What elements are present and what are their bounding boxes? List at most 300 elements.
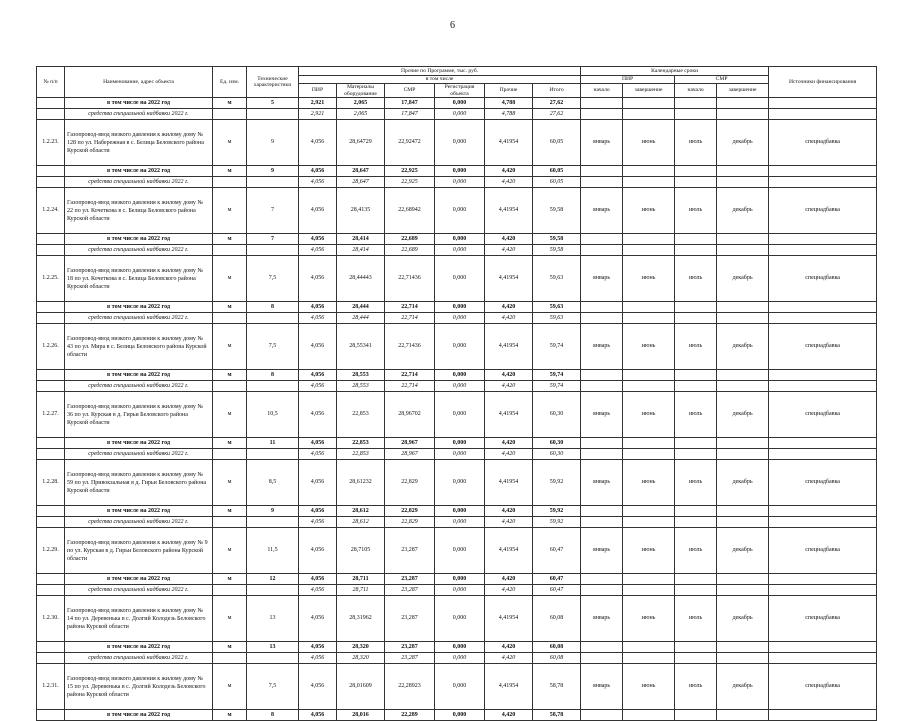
pir-cell: 4,056 [299,528,337,574]
table-row-item [37,324,877,370]
smr-end-cell: декабрь [717,256,769,302]
row-number [37,234,65,245]
smr-start-cell [675,642,717,653]
smr-end-cell [717,381,769,392]
total-cell: 59,63 [533,313,581,324]
unit-cell [213,109,247,120]
table-row-year [37,506,877,517]
materials-cell: 28,320 [337,642,385,653]
other-cell: 4,420 [485,574,533,585]
smr-cell: 23,287 [385,585,435,596]
row-number [37,506,65,517]
smr-end-cell [717,313,769,324]
registration-cell: 0,000 [435,109,485,120]
smr-end-cell [717,574,769,585]
pir-cell: 2,921 [299,109,337,120]
smr-cell: 17,847 [385,98,435,109]
materials-cell: 28,016 [337,710,385,721]
object-name: средства специальной надбавки 2022 г. [65,177,213,188]
header-cal-smr: СМР [675,76,769,84]
pir-start-cell [581,313,623,324]
row-number [37,517,65,528]
other-cell: 4,41954 [485,664,533,710]
smr-end-cell [717,710,769,721]
source-cell [769,449,877,460]
source-cell [769,166,877,177]
object-name: средства специальной надбавки 2022 г. [65,381,213,392]
other-cell: 4,420 [485,449,533,460]
pir-start-cell [581,642,623,653]
unit-cell [213,245,247,256]
smr-end-cell [717,109,769,120]
pir-end-cell [623,642,675,653]
table-row-year [37,302,877,313]
other-cell: 4,420 [485,313,533,324]
smr-start-cell: июль [675,188,717,234]
row-number [37,109,65,120]
tech-cell [247,109,299,120]
pir-start-cell [581,98,623,109]
tech-cell: 7,5 [247,664,299,710]
total-cell: 60,05 [533,120,581,166]
pir-start-cell [581,370,623,381]
source-cell [769,438,877,449]
unit-cell: м [213,98,247,109]
other-cell: 4,420 [485,585,533,596]
smr-end-cell [717,245,769,256]
pir-cell: 4,056 [299,245,337,256]
table-row-fund [37,517,877,528]
smr-start-cell [675,98,717,109]
row-number: 1.2.30. [37,596,65,642]
smr-end-cell: декабрь [717,528,769,574]
unit-cell: м [213,256,247,302]
smr-cell: 23,287 [385,653,435,664]
registration-cell: 0,000 [435,177,485,188]
smr-cell: 22,829 [385,506,435,517]
pir-cell: 4,056 [299,449,337,460]
pir-start-cell: январь [581,188,623,234]
source-cell [769,302,877,313]
smr-cell: 28,967 [385,449,435,460]
total-cell: 60,05 [533,177,581,188]
pir-start-cell [581,653,623,664]
smr-cell: 22,28923 [385,664,435,710]
row-number: 1.2.31. [37,664,65,710]
registration-cell: 0,000 [435,392,485,438]
object-name: в том числе на 2022 год [65,506,213,517]
pir-end-cell [623,245,675,256]
row-number [37,449,65,460]
table-row-fund [37,109,877,120]
materials-cell: 28,44443 [337,256,385,302]
pir-start-cell: январь [581,256,623,302]
header-num: № п/п [37,67,65,98]
other-cell: 4,41954 [485,256,533,302]
unit-cell [213,585,247,596]
smr-start-cell: июль [675,392,717,438]
row-number [37,313,65,324]
materials-cell: 28,55341 [337,324,385,370]
smr-start-cell [675,449,717,460]
other-cell: 4,420 [485,381,533,392]
smr-end-cell [717,653,769,664]
row-number [37,370,65,381]
program-table [36,66,877,721]
tech-cell: 8 [247,370,299,381]
materials-cell: 22,853 [337,449,385,460]
source-cell [769,109,877,120]
other-cell: 4,420 [485,245,533,256]
total-cell: 60,47 [533,574,581,585]
total-cell: 60,30 [533,449,581,460]
header-smr: СМР [385,84,435,98]
tech-cell [247,245,299,256]
materials-cell: 28,414 [337,234,385,245]
pir-start-cell: январь [581,120,623,166]
source-cell: спецнадбавка [769,596,877,642]
registration-cell: 0,000 [435,460,485,506]
registration-cell: 0,000 [435,438,485,449]
object-name: средства специальной надбавки 2022 г. [65,449,213,460]
row-number [37,381,65,392]
materials-cell: 22,853 [337,392,385,438]
materials-cell: 28,711 [337,574,385,585]
smr-cell: 22,829 [385,517,435,528]
header-sources: Источники финансирования [769,67,877,98]
source-cell: спецнадбавка [769,256,877,302]
page-number: 6 [450,20,455,31]
total-cell: 60,30 [533,392,581,438]
row-number: 1.2.29. [37,528,65,574]
pir-end-cell [623,109,675,120]
tech-cell: 9 [247,166,299,177]
tech-cell [247,381,299,392]
table-body [37,98,877,721]
document-sheet [36,66,876,721]
tech-cell [247,177,299,188]
other-cell: 4,420 [485,653,533,664]
materials-cell: 2,065 [337,98,385,109]
object-name: в том числе на 2022 год [65,642,213,653]
pir-cell: 4,056 [299,166,337,177]
pir-cell: 4,056 [299,324,337,370]
row-number [37,642,65,653]
other-cell: 4,41954 [485,460,533,506]
unit-cell: м [213,528,247,574]
source-cell: спецнадбавка [769,120,877,166]
table-row-item [37,188,877,234]
object-name: в том числе на 2022 год [65,574,213,585]
row-number [37,438,65,449]
unit-cell: м [213,370,247,381]
table-row-item [37,120,877,166]
row-number: 1.2.27. [37,392,65,438]
smr-end-cell [717,449,769,460]
smr-start-cell: июль [675,596,717,642]
source-cell [769,245,877,256]
unit-cell: м [213,642,247,653]
row-number [37,166,65,177]
registration-cell: 0,000 [435,313,485,324]
smr-cell: 22,71436 [385,256,435,302]
tech-cell: 10,5 [247,392,299,438]
materials-cell: 28,61232 [337,460,385,506]
smr-start-cell [675,313,717,324]
object-name: в том числе на 2022 год [65,98,213,109]
pir-cell: 2,921 [299,98,337,109]
pir-end-cell [623,653,675,664]
smr-cell: 22,714 [385,370,435,381]
smr-start-cell [675,177,717,188]
materials-cell: 22,853 [337,438,385,449]
total-cell: 59,92 [533,460,581,506]
unit-cell [213,517,247,528]
pir-cell: 4,056 [299,574,337,585]
row-number: 1.2.26. [37,324,65,370]
smr-start-cell [675,517,717,528]
smr-cell: 22,689 [385,234,435,245]
pir-end-cell [623,177,675,188]
object-name: Газопровод-ввод низкого давления к жилому дому № 15 по ул. Деревенька в с. Долгий Колодезь Беловского района Курской области [65,664,213,710]
pir-start-cell [581,177,623,188]
total-cell: 59,74 [533,370,581,381]
smr-cell: 22,68942 [385,188,435,234]
smr-cell: 23,287 [385,574,435,585]
smr-cell: 22,829 [385,460,435,506]
pir-cell: 4,056 [299,381,337,392]
registration-cell: 0,000 [435,449,485,460]
smr-end-cell [717,302,769,313]
header-total: Итого [533,84,581,98]
object-name: в том числе на 2022 год [65,710,213,721]
unit-cell: м [213,460,247,506]
smr-end-cell [717,177,769,188]
pir-cell: 4,056 [299,177,337,188]
smr-end-cell: декабрь [717,324,769,370]
pir-start-cell: январь [581,528,623,574]
unit-cell: м [213,506,247,517]
smr-start-cell: июль [675,256,717,302]
smr-cell: 23,287 [385,528,435,574]
total-cell: 60,47 [533,528,581,574]
other-cell: 4,41954 [485,324,533,370]
other-cell: 4,420 [485,506,533,517]
header-smr-end: завершение [717,84,769,98]
other-cell: 4,420 [485,517,533,528]
table-row-year [37,166,877,177]
pir-cell: 4,056 [299,234,337,245]
pir-start-cell [581,245,623,256]
materials-cell: 2,065 [337,109,385,120]
unit-cell: м [213,188,247,234]
smr-start-cell [675,370,717,381]
smr-end-cell [717,370,769,381]
source-cell [769,98,877,109]
smr-cell: 22,925 [385,166,435,177]
unit-cell: м [213,438,247,449]
source-cell: спецнадбавка [769,528,877,574]
pir-cell: 4,056 [299,256,337,302]
registration-cell: 0,000 [435,574,485,585]
unit-cell: м [213,664,247,710]
object-name: Газопровод-ввод низкого давления к жилому дому № 9 по ул. Курская в д. Гирьи Беловского района Курской области [65,528,213,574]
table-row-year [37,234,877,245]
materials-cell: 28,612 [337,517,385,528]
row-number [37,177,65,188]
tech-cell: 5 [247,98,299,109]
pir-end-cell: июнь [623,120,675,166]
total-cell: 59,58 [533,188,581,234]
header-materials: Материалы оборудование [337,84,385,98]
row-number [37,710,65,721]
smr-start-cell [675,506,717,517]
materials-cell: 28,31962 [337,596,385,642]
pir-end-cell: июнь [623,528,675,574]
total-cell: 60,47 [533,585,581,596]
total-cell: 59,58 [533,245,581,256]
total-cell: 60,05 [533,166,581,177]
pir-cell: 4,056 [299,460,337,506]
other-cell: 4,420 [485,370,533,381]
table-row-item [37,664,877,710]
header-cost-group: Прочие по Программе, тыс. руб. [299,67,581,76]
total-cell: 58,78 [533,710,581,721]
tech-cell: 13 [247,642,299,653]
registration-cell: 0,000 [435,642,485,653]
pir-end-cell: июнь [623,392,675,438]
table-row-year [37,370,877,381]
pir-end-cell [623,449,675,460]
other-cell: 4,788 [485,109,533,120]
materials-cell: 28,7105 [337,528,385,574]
smr-start-cell [675,166,717,177]
registration-cell: 0,000 [435,188,485,234]
object-name: Газопровод-ввод низкого давления к жилому дому № 128 по ул. Набережная в с. Белица Беловского района Курской области [65,120,213,166]
other-cell: 4,788 [485,98,533,109]
header-registration: Регистрация объекта [435,84,485,98]
header-including: в том числе [299,76,581,84]
smr-end-cell: декабрь [717,460,769,506]
materials-cell: 28,647 [337,166,385,177]
table-row-year [37,574,877,585]
registration-cell: 0,000 [435,653,485,664]
pir-cell: 4,056 [299,506,337,517]
pir-start-cell [581,517,623,528]
other-cell: 4,420 [485,438,533,449]
registration-cell: 0,000 [435,710,485,721]
table-row-fund [37,653,877,664]
smr-end-cell [717,506,769,517]
smr-cell: 22,92472 [385,120,435,166]
object-name: Газопровод-ввод низкого давления к жилому дому № 59 по ул. Привокзальная в д. Гирьи Беловского района Курской области [65,460,213,506]
total-cell: 59,92 [533,506,581,517]
pir-cell: 4,056 [299,710,337,721]
object-name: средства специальной надбавки 2022 г. [65,517,213,528]
total-cell: 60,08 [533,642,581,653]
total-cell: 59,63 [533,302,581,313]
table-row-fund [37,585,877,596]
pir-cell: 4,056 [299,596,337,642]
pir-start-cell [581,109,623,120]
smr-cell: 22,714 [385,381,435,392]
row-number: 1.2.23. [37,120,65,166]
unit-cell [213,381,247,392]
pir-cell: 4,056 [299,517,337,528]
total-cell: 27,62 [533,98,581,109]
smr-cell: 22,714 [385,313,435,324]
header-calendar-group: Календарные сроки [581,67,769,76]
source-cell: спецнадбавка [769,392,877,438]
tech-cell: 7,5 [247,324,299,370]
total-cell: 60,08 [533,653,581,664]
pir-end-cell: июнь [623,256,675,302]
pir-cell: 4,056 [299,188,337,234]
tech-cell: 11,5 [247,528,299,574]
header-cal-pir: ПИР [581,76,675,84]
pir-start-cell [581,506,623,517]
smr-end-cell: декабрь [717,596,769,642]
smr-cell: 22,289 [385,710,435,721]
pir-end-cell: июнь [623,188,675,234]
pir-end-cell [623,166,675,177]
smr-end-cell [717,642,769,653]
smr-start-cell [675,109,717,120]
registration-cell: 0,000 [435,166,485,177]
smr-start-cell [675,653,717,664]
smr-start-cell: июль [675,460,717,506]
pir-end-cell [623,506,675,517]
tech-cell [247,517,299,528]
registration-cell: 0,000 [435,234,485,245]
object-name: средства специальной надбавки 2022 г. [65,245,213,256]
object-name: Газопровод-ввод низкого давления к жилому дому № 18 по ул. Кочеткова в с. Белица Беловского района Курской области [65,256,213,302]
tech-cell: 9 [247,506,299,517]
source-cell [769,234,877,245]
smr-cell: 22,689 [385,245,435,256]
other-cell: 4,420 [485,710,533,721]
unit-cell [213,653,247,664]
object-name: средства специальной надбавки 2022 г. [65,653,213,664]
pir-start-cell: январь [581,460,623,506]
table-row-fund [37,381,877,392]
smr-end-cell: декабрь [717,664,769,710]
row-number [37,653,65,664]
header-name: Наименование, адрес объекта [65,67,213,98]
registration-cell: 0,000 [435,245,485,256]
other-cell: 4,41954 [485,528,533,574]
other-cell: 4,41954 [485,188,533,234]
header-smr-start: начало [675,84,717,98]
pir-start-cell [581,302,623,313]
registration-cell: 0,000 [435,370,485,381]
pir-end-cell: июнь [623,664,675,710]
tech-cell [247,653,299,664]
pir-end-cell [623,234,675,245]
tech-cell: 8 [247,302,299,313]
object-name: в том числе на 2022 год [65,370,213,381]
total-cell: 60,30 [533,438,581,449]
smr-end-cell [717,166,769,177]
source-cell [769,370,877,381]
smr-start-cell [675,234,717,245]
tech-cell [247,313,299,324]
registration-cell: 0,000 [435,381,485,392]
materials-cell: 28,4135 [337,188,385,234]
table-header [37,67,877,98]
total-cell: 59,58 [533,234,581,245]
object-name: Газопровод-ввод низкого давления к жилому дому № 36 по ул. Курская в д. Гирьи Беловского района Курской области [65,392,213,438]
